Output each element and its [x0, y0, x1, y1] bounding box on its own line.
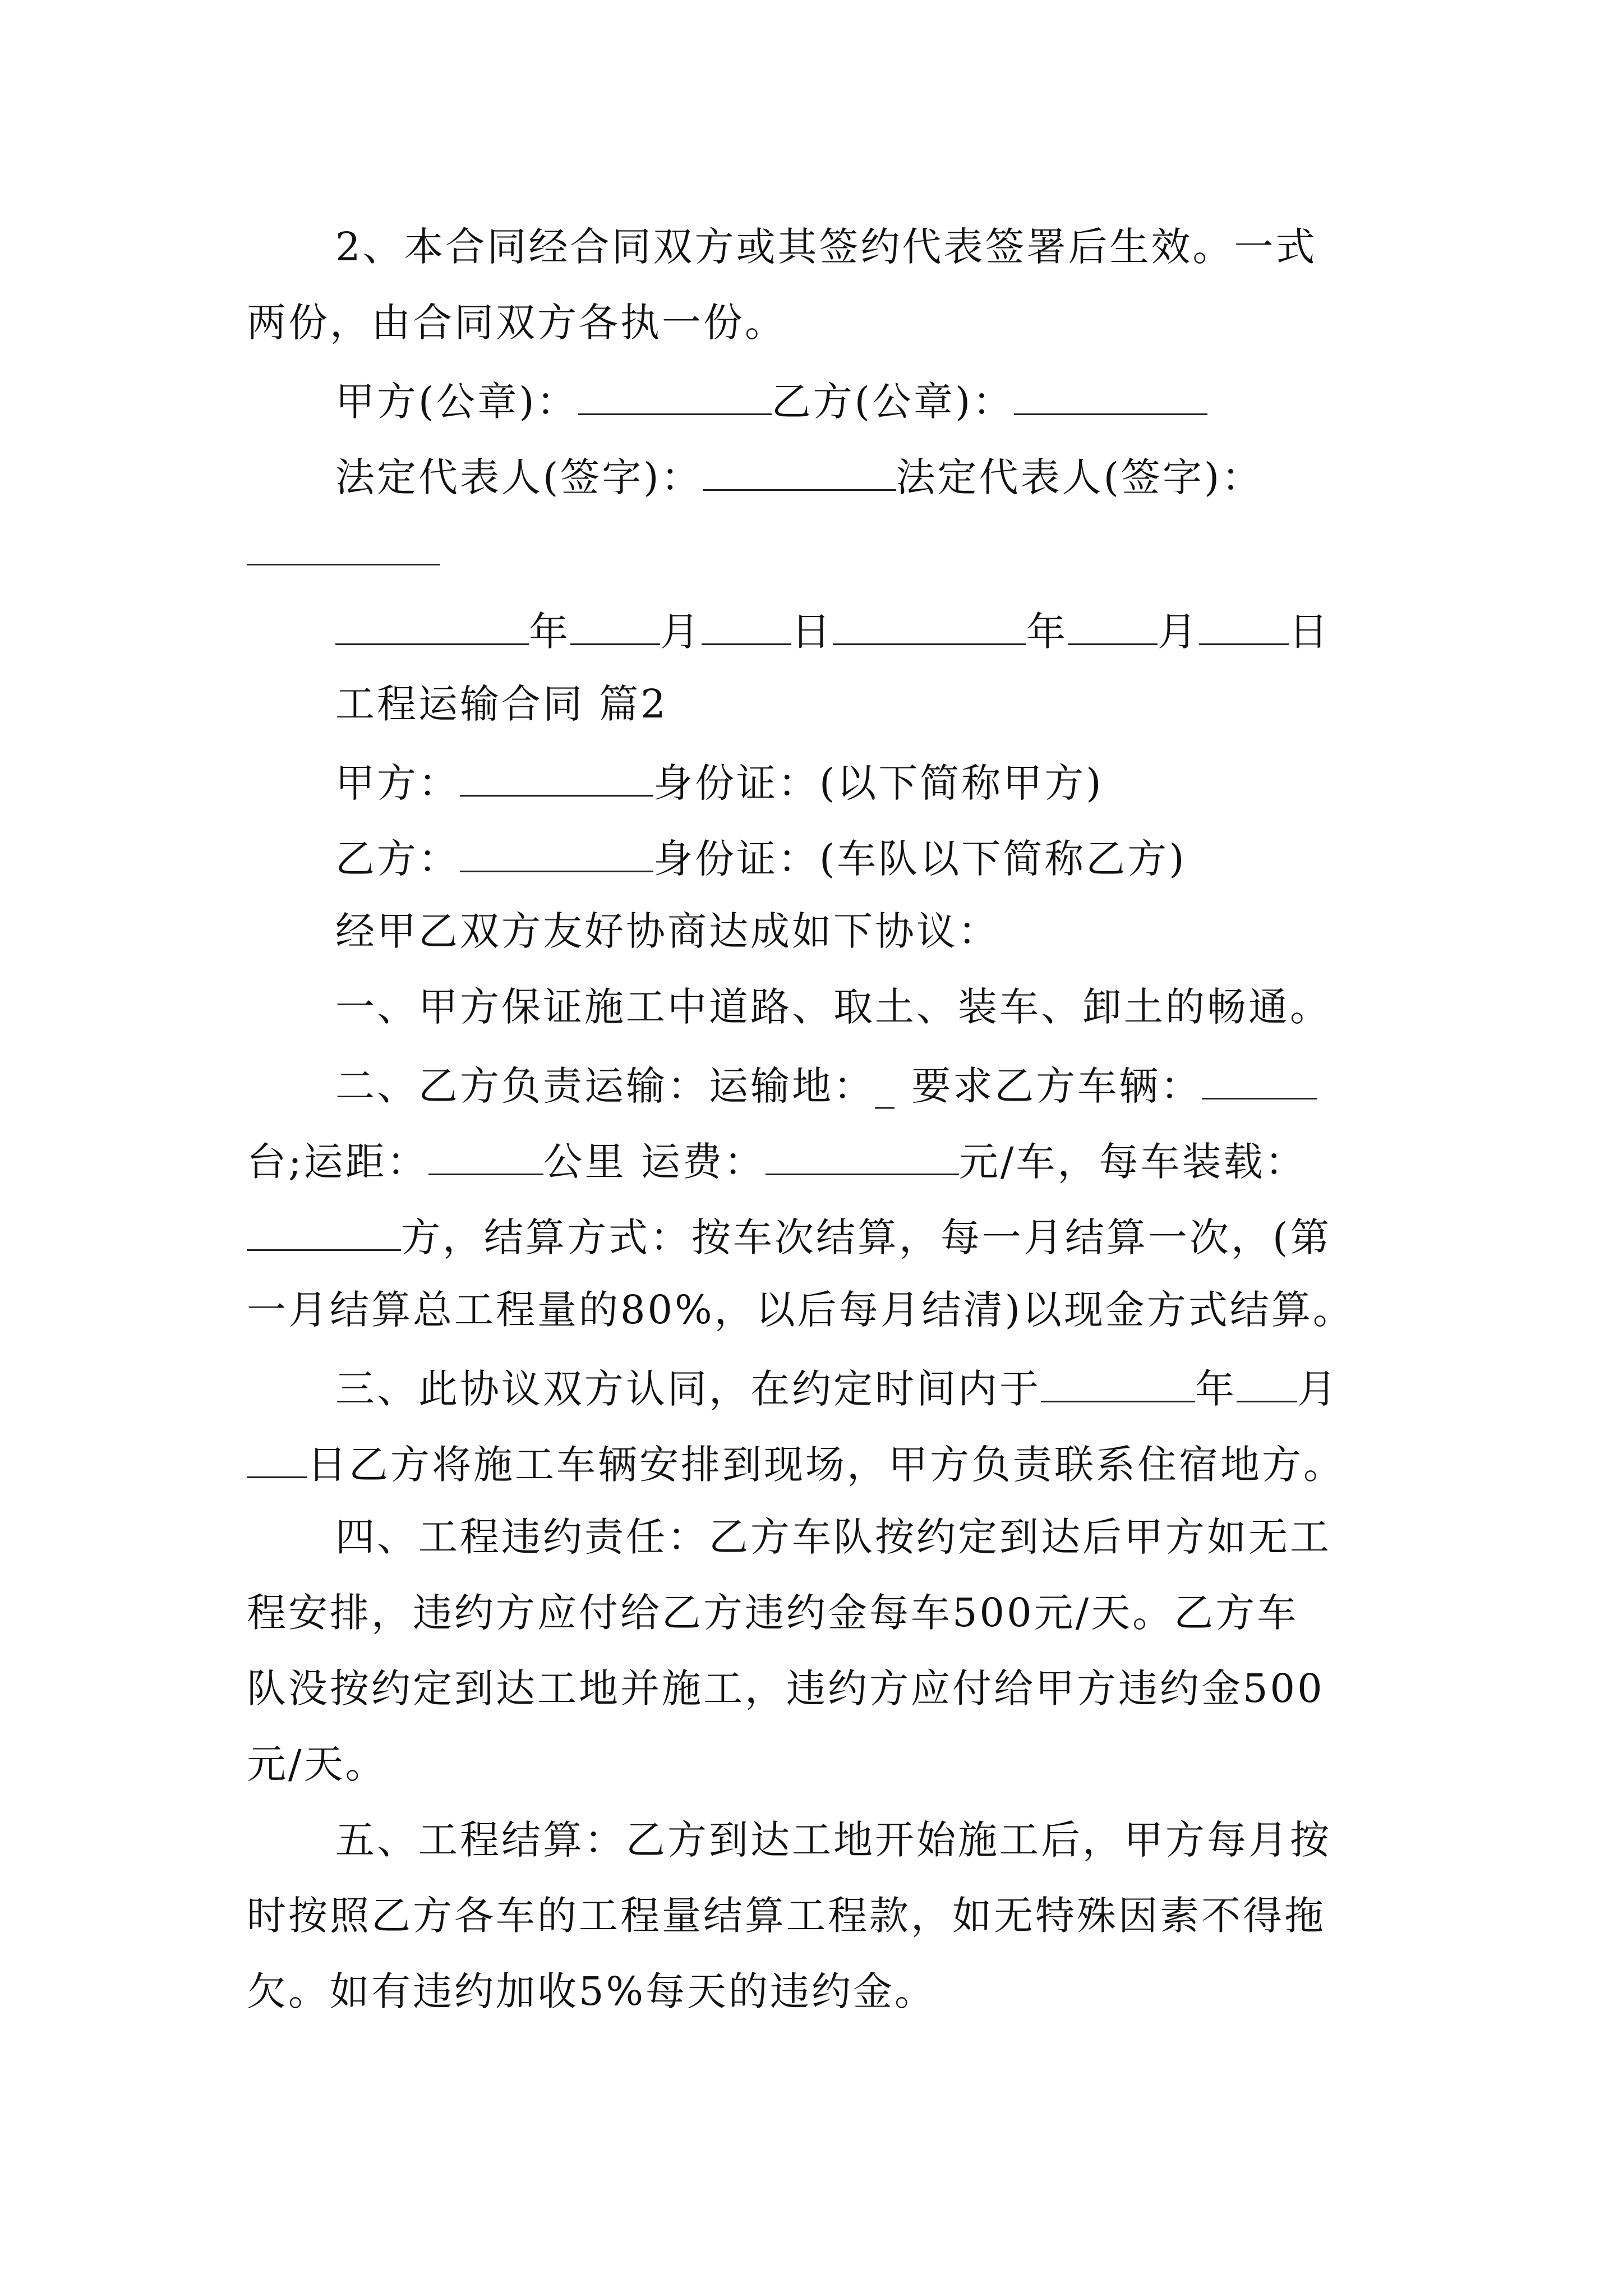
- clause-4-line-2: 程安排，违约方应付给乙方违约金每车500元/天。乙方车: [247, 1590, 1299, 1636]
- party-a-line: [335, 760, 1104, 806]
- date-b-month-blank[interactable]: [1068, 609, 1158, 645]
- clause-3-line-1: [335, 1366, 1339, 1412]
- clause-2-line-4: 一月结算总工程量的80%，以后每月结清)以现金方式结算。: [247, 1287, 1354, 1333]
- legal-rep-label-a: 法定代表人(签字)：: [335, 454, 703, 500]
- party-a-seal-blank[interactable]: [578, 379, 772, 415]
- clause-2-line-2: [247, 1139, 1307, 1185]
- section-title: 工程运输合同 篇2: [335, 681, 668, 727]
- distance-label: 台;运距：: [247, 1139, 428, 1185]
- vehicle-count-blank[interactable]: [1202, 1063, 1317, 1099]
- party-b-line: [335, 836, 1187, 882]
- clause-4-line-4: 元/天。: [247, 1741, 387, 1787]
- party-a-name-blank[interactable]: [460, 760, 653, 797]
- clause-5-line-2: 时按照乙方各车的工程量结算工程款，如无特殊因素不得拖: [247, 1893, 1326, 1939]
- party-a-label: 甲方：: [335, 760, 460, 806]
- paragraph-effectiveness-cont: 两份，由合同双方各执一份。: [247, 300, 786, 346]
- party-b-label: 乙方：: [335, 836, 460, 882]
- load-label: 元/车，每车装载：: [958, 1139, 1307, 1185]
- party-b-note: (车队以下简称乙方): [819, 836, 1187, 882]
- date-b-year-blank[interactable]: [833, 609, 1026, 645]
- legal-rep-line: [335, 454, 1264, 500]
- clause-4-line-3: 队没按约定到达工地并施工，违约方应付给甲方违约金500: [247, 1665, 1325, 1711]
- settlement-text: 方，结算方式：按车次结算，每一月结算一次，(第: [401, 1214, 1332, 1260]
- clause-2-line-1: [335, 1063, 1317, 1109]
- agreement-intro: 经甲乙双方友好协商达成如下协议：: [335, 908, 999, 954]
- arrival-year: 年: [1195, 1366, 1237, 1412]
- date-b-month: 月: [1158, 609, 1199, 655]
- clause-3-line-2: [247, 1442, 1345, 1488]
- date-line: [335, 609, 1330, 655]
- arrival-year-blank[interactable]: [1041, 1366, 1195, 1402]
- clause-3-text: 三、此协议双方认同，在约定时间内于: [335, 1366, 1041, 1412]
- clause-4-line-1: 四、工程违约责任：乙方车队按约定到达后甲方如无工: [335, 1514, 1331, 1560]
- arrival-month-blank[interactable]: [1237, 1366, 1297, 1402]
- date-a-year: 年: [529, 609, 570, 655]
- date-a-day: 日: [791, 609, 833, 655]
- load-amount-blank[interactable]: [247, 1214, 401, 1251]
- fare-blank[interactable]: [766, 1139, 959, 1175]
- party-b-id-label: 身份证：: [653, 836, 819, 882]
- date-a-day-blank[interactable]: [702, 609, 791, 645]
- party-b-seal-label: 乙方(公章)：: [771, 379, 1015, 425]
- legal-rep-a-blank[interactable]: [703, 454, 896, 491]
- date-b-day: 日: [1289, 609, 1330, 655]
- distance-blank[interactable]: [428, 1139, 543, 1175]
- party-a-note: (以下简称甲方): [819, 760, 1104, 806]
- clause-2-line-3: [247, 1214, 1332, 1260]
- date-a-month: 月: [660, 609, 702, 655]
- fare-label: 公里 运费：: [543, 1139, 766, 1185]
- date-a-year-blank[interactable]: [335, 609, 529, 645]
- arrival-month: 月: [1297, 1366, 1339, 1412]
- clause-5-line-1: 五、工程结算：乙方到达工地开始施工后，甲方每月按: [335, 1817, 1331, 1863]
- party-a-seal-label: 甲方(公章)：: [335, 379, 578, 425]
- date-b-year: 年: [1026, 609, 1068, 655]
- clause-3-cont: 日乙方将施工车辆安排到现场，甲方负责联系住宿地方。: [307, 1442, 1345, 1488]
- paragraph-effectiveness: 2、本合同经合同双方或其签约代表签署后生效。一式: [335, 224, 1317, 270]
- date-a-month-blank[interactable]: [570, 609, 660, 645]
- party-b-seal-blank[interactable]: [1014, 379, 1207, 415]
- legal-rep-label-b: 法定代表人(签字)：: [896, 454, 1264, 500]
- date-b-day-blank[interactable]: [1199, 609, 1289, 645]
- party-b-name-blank[interactable]: [460, 836, 653, 872]
- clause-1: 一、甲方保证施工中道路、取土、装车、卸土的畅通。: [335, 984, 1331, 1030]
- arrival-day-blank[interactable]: [247, 1442, 307, 1478]
- party-a-id-label: 身份证：: [653, 760, 819, 806]
- clause-5-line-3: 欠。如有违约加收5%每天的违约金。: [247, 1968, 937, 2014]
- legal-rep-b-blank[interactable]: [247, 564, 440, 565]
- signature-seal-line: [335, 379, 1207, 425]
- clause-2-text: 二、乙方负责运输：运输地：_ 要求乙方车辆：: [335, 1063, 1202, 1109]
